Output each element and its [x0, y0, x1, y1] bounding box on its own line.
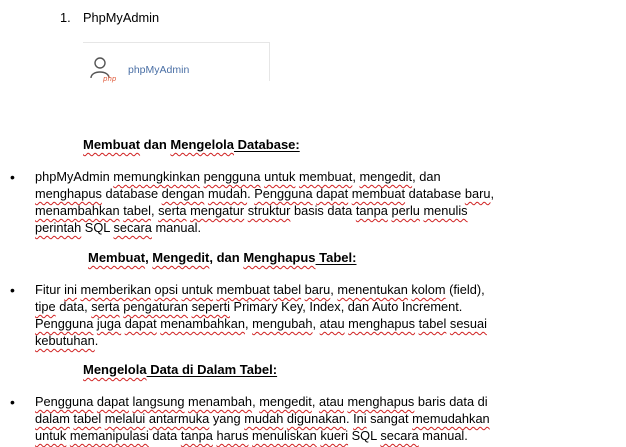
spellcheck-word: mengubah	[252, 316, 313, 331]
text-run: , dan	[412, 169, 441, 184]
spellcheck-word: mengedit	[259, 394, 312, 409]
spellcheck-word: atau	[319, 316, 345, 331]
phpmyadmin-logo	[83, 42, 270, 81]
spellcheck-word: juga	[96, 316, 122, 331]
spellcheck-word: ini	[64, 282, 77, 297]
logo-text: phpMyAdmin	[128, 64, 190, 76]
text-run: database	[405, 186, 465, 201]
spellcheck-word: atau	[318, 394, 344, 409]
spellcheck-word: struktur	[247, 203, 291, 218]
spellcheck-word: tabel	[273, 282, 302, 297]
spellcheck-word: membuat	[351, 186, 406, 201]
spellcheck-word: menentukan	[337, 282, 408, 297]
spellcheck-word: mudah	[244, 411, 284, 426]
heading-text: Membuat	[88, 250, 146, 265]
paragraph-line	[35, 393, 490, 410]
bullet-3: •	[10, 394, 15, 410]
text-run: .	[94, 333, 99, 348]
spellcheck-word: mengedit	[359, 169, 413, 184]
section-heading-2	[88, 249, 356, 266]
spellcheck-word: untuk	[264, 169, 296, 184]
spellcheck-word: menghapus	[348, 316, 416, 331]
spellcheck-word: tabel	[418, 316, 447, 331]
spellcheck-word: dapat	[96, 394, 129, 409]
spellcheck-word: kolom	[411, 282, 446, 297]
text-run: yang	[209, 411, 245, 426]
paragraph-line	[35, 202, 494, 219]
spellcheck-word: secara	[380, 428, 419, 443]
text-run: ,	[252, 394, 260, 409]
spellcheck-word: kebutuhan	[35, 333, 95, 348]
spellcheck-word: serta	[158, 203, 187, 218]
heading-text: Membuat	[83, 137, 141, 152]
spellcheck-word: memanipulasi	[69, 428, 149, 443]
spellcheck-word: menghapus	[35, 186, 102, 201]
spellcheck-word: membuat	[298, 169, 353, 184]
text-run: ,	[150, 203, 159, 218]
section-heading-3	[83, 361, 277, 378]
text-run: manual.	[418, 428, 468, 443]
spellcheck-word: mengatur	[190, 203, 245, 218]
spellcheck-word: baru	[464, 186, 491, 201]
spellcheck-word: tanpa	[355, 203, 388, 218]
spellcheck-word: menghapus	[347, 394, 415, 409]
spellcheck-word: dapat	[316, 186, 349, 201]
heading-text: Data di Dalam Tabel:	[146, 362, 278, 377]
text-run: ,	[330, 282, 338, 297]
bullet-1: •	[10, 169, 15, 185]
spellcheck-word: Ini	[353, 411, 367, 426]
spellcheck-word: melalui	[104, 411, 146, 426]
spellcheck-word: opsi	[154, 282, 178, 297]
spellcheck-word: membuat	[216, 282, 270, 297]
text-run: ,	[352, 169, 360, 184]
spellcheck-word: Pengguna	[35, 394, 94, 409]
spellcheck-word: kueri	[320, 428, 349, 443]
spellcheck-word: sesuai	[449, 316, 487, 331]
heading-text: , dan	[209, 250, 244, 265]
paragraph-3	[35, 393, 490, 444]
heading-text: Tabel:	[315, 250, 357, 265]
paragraph-2	[35, 281, 487, 349]
spellcheck-word: secara	[113, 220, 152, 235]
spellcheck-word: antarmuka	[148, 411, 210, 426]
spellcheck-word: dengan	[161, 186, 205, 201]
paragraph-line	[35, 298, 487, 315]
paragraph-line	[35, 185, 494, 202]
paragraph-1	[35, 168, 494, 236]
text-run: ,	[311, 394, 319, 409]
spellcheck-word: menambah	[188, 394, 253, 409]
spellcheck-word: tabel	[73, 411, 102, 426]
heading-text: Menghapus	[243, 250, 316, 265]
spellcheck-word: menambahkan	[160, 316, 245, 331]
text-run: Fitur	[35, 282, 65, 297]
user-icon	[89, 57, 117, 88]
text-run: data	[148, 428, 181, 443]
text-run: database	[101, 186, 162, 201]
text-run: manual.	[151, 220, 202, 235]
text-run: sangat	[366, 411, 413, 426]
spellcheck-word: memungkinkan	[113, 169, 201, 184]
spellcheck-word: menambahkan	[35, 203, 120, 218]
text-run: ,	[312, 316, 320, 331]
text-run: ,	[490, 186, 495, 201]
text-run: data,	[55, 299, 92, 314]
heading-text: dan	[140, 137, 171, 152]
paragraph-line	[35, 427, 490, 444]
spellcheck-word: mudah	[207, 186, 248, 201]
spellcheck-word: memudahkan	[412, 411, 490, 426]
paragraph-line	[35, 315, 487, 332]
text-run: (field),	[445, 282, 485, 297]
heading-text: Mengelola	[83, 362, 147, 377]
spellcheck-word: pengaturan	[123, 299, 188, 314]
text-run: .	[247, 186, 255, 201]
php-label: php	[103, 75, 117, 83]
spellcheck-word: harus	[216, 428, 249, 443]
spellcheck-word: untuk	[181, 282, 213, 297]
text-run: SQL	[348, 428, 381, 443]
spellcheck-word: perintah	[35, 220, 82, 235]
spellcheck-word: tabel	[123, 203, 151, 218]
spellcheck-word: menulis	[423, 203, 468, 218]
spellcheck-word: tanpa	[180, 428, 213, 443]
text-run: ,	[244, 316, 253, 331]
spellcheck-word: perlu	[391, 203, 420, 218]
spellcheck-word: serta	[91, 299, 120, 314]
spellcheck-word: Pengguna	[35, 316, 94, 331]
paragraph-line	[35, 332, 487, 349]
text-run: Primary Key, Index, dan Auto Increment.	[229, 299, 463, 314]
text-run: phpMyAdmin	[35, 169, 114, 184]
spellcheck-word: seperti	[191, 299, 230, 314]
spellcheck-word: Pengguna	[254, 186, 313, 201]
spellcheck-word: baru	[304, 282, 331, 297]
heading-text: Database:	[233, 137, 300, 152]
spellcheck-word: digunakan	[286, 411, 346, 426]
heading-text: ,	[145, 250, 153, 265]
list-title: PhpMyAdmin	[83, 10, 160, 25]
section-heading-1	[83, 136, 300, 153]
spellcheck-word: menuliskan	[252, 428, 317, 443]
spellcheck-word: langsung	[132, 394, 185, 409]
spellcheck-word: tipe	[35, 299, 56, 314]
text-run: .	[345, 411, 354, 426]
bullet-2: •	[10, 282, 15, 298]
spellcheck-word: untuk	[35, 428, 67, 443]
text-run: basis data	[290, 203, 356, 218]
paragraph-line	[35, 219, 494, 236]
spellcheck-word: memberikan	[80, 282, 151, 297]
paragraph-line	[35, 410, 490, 427]
spellcheck-word: dapat	[124, 316, 157, 331]
paragraph-line	[35, 281, 487, 298]
spellcheck-word: dalam	[35, 411, 70, 426]
list-number: 1.	[60, 10, 71, 25]
paragraph-line	[35, 168, 494, 185]
heading-text: Mengedit	[152, 250, 210, 265]
spellcheck-word: pengguna	[203, 169, 261, 184]
text-run: baris data di	[414, 394, 488, 409]
text-run: SQL	[81, 220, 114, 235]
heading-text: Mengelola	[170, 137, 234, 152]
